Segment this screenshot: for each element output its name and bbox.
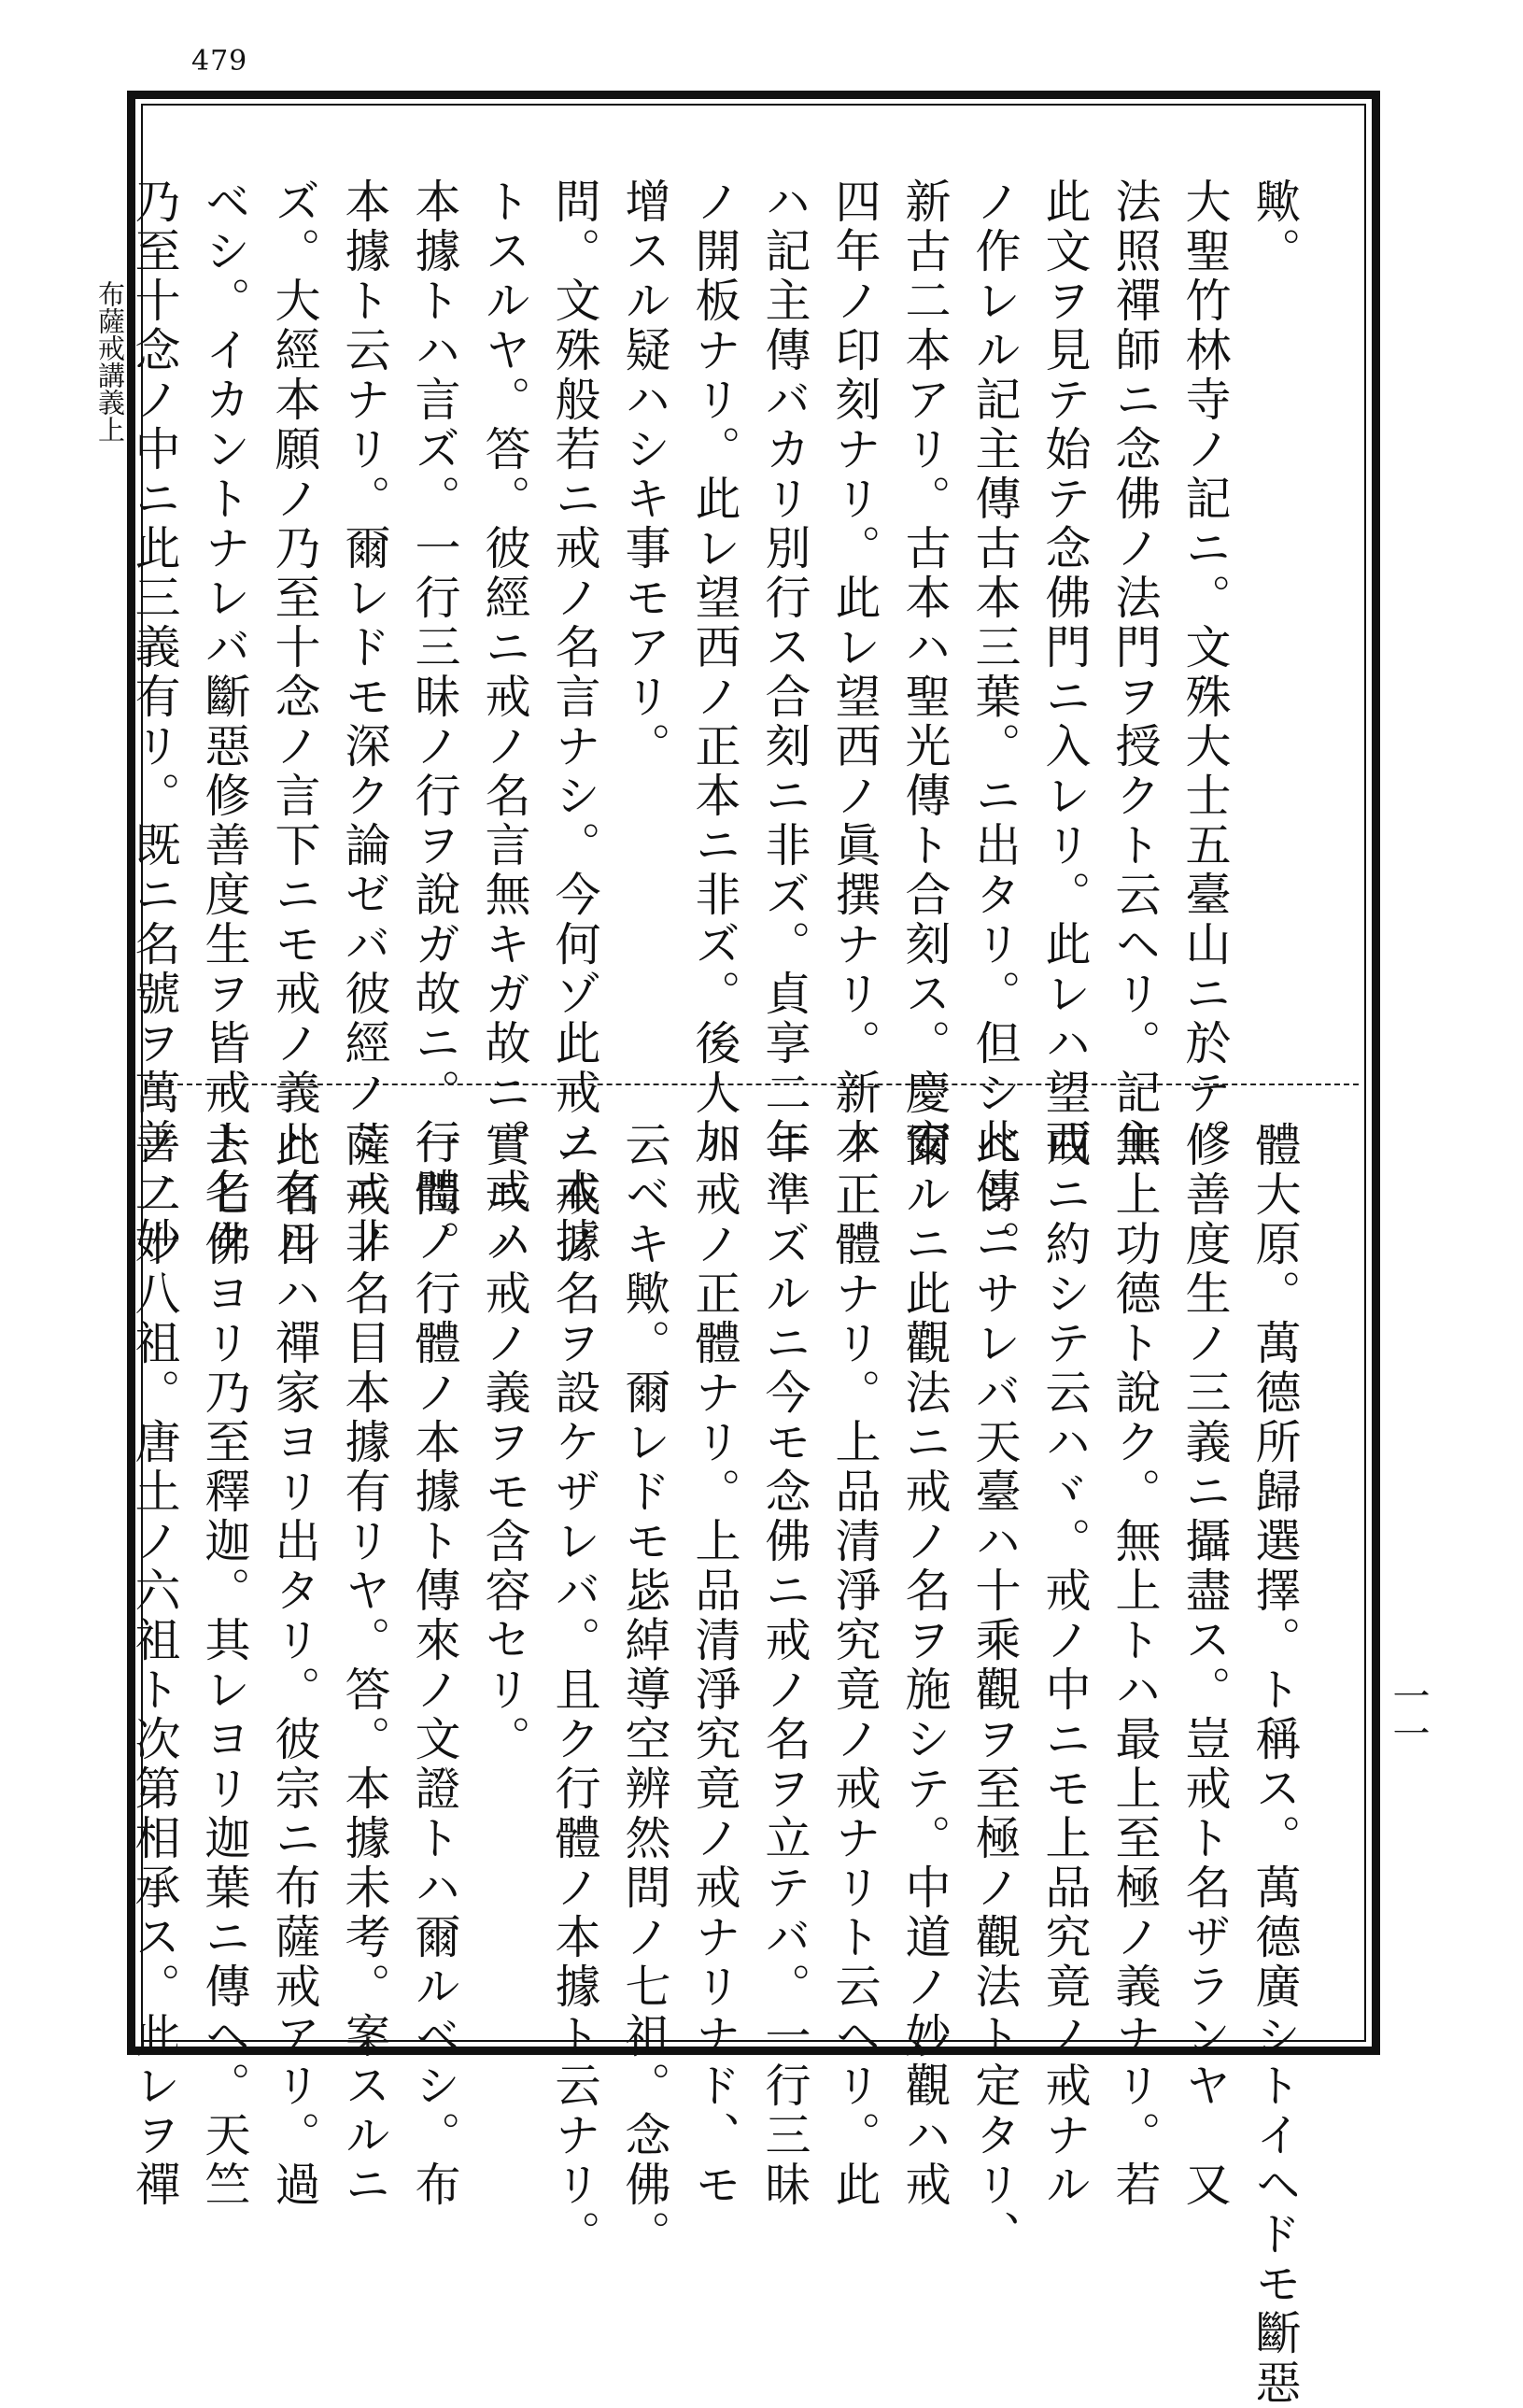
text-column: 云ベキ歟。爾レドモ毖綽導空辨然問ノ七祖。念佛。 — [618, 1121, 671, 2259]
text-column: 修善度生ノ三義ニ攝盡ス。豈戒ト名ザランヤ 又 — [1178, 1121, 1232, 2210]
text-column: 大聖竹林寺ノ記ニ。文殊大士五臺山ニ於テ。 — [1178, 177, 1232, 1168]
text-column: 爾ルニ此觀法ニ戒ノ名ヲ施シテ。中道ノ妙觀ハ戒 — [898, 1121, 952, 2210]
text-column: トスルヤ。答。彼經ニ戒ノ名言無キガ故ニ。戒ノ — [478, 177, 531, 1267]
text-column: ノ正體ナリ。上品清淨究竟ノ戒ナリト云ヘリ。此 — [828, 1121, 881, 2210]
text-column: 歟。 — [1248, 177, 1302, 276]
text-column: 此名目ハ禪家ヨリ出タリ。彼宗ニ布薩戒アリ。過 — [268, 1121, 321, 2210]
text-column: ベシ。イカントナレバ斷惡修善度生ヲ皆戒ト名ク — [198, 177, 251, 1267]
text-column: 實ニハ戒ノ義ヲモ含容セリ。 — [478, 1121, 531, 1764]
text-column: 增スル疑ハシキ事モアリ。 — [618, 177, 671, 772]
text-column: 無上功德ト說ク。無上トハ最上至極ノ義ナリ。若 — [1108, 1121, 1162, 2210]
text-column: ノ作レル記主傳古本三葉。ニ出タリ。但シ此傳ニ — [968, 177, 1022, 1267]
text-column: ニ戒ノ名ヲ設ケザレバ。且ク行體ノ本據ト云ナリ。 — [548, 1121, 601, 2259]
top-text-block — [128, 177, 1310, 1267]
text-column: 一問。行體ノ本據ト傳來ノ文證トハ爾ルベシ。布 — [408, 1121, 461, 2210]
text-column: ノ開板ナリ。此レ望西ノ正本ニ非ズ。後人加 — [688, 177, 741, 1168]
text-column: ニ準ズルニ今モ念佛ニ戒ノ名ヲ立テバ。一行三昧 — [758, 1121, 811, 2210]
spine-title: 布薩戒講義上 — [94, 280, 126, 443]
section-divider — [149, 1084, 1359, 1085]
text-column: ハ戒ノ正體ナリ。上品清淨究竟ノ戒ナリナド、モ — [688, 1121, 741, 2210]
text-column: ハ記主傳バカリ別行ス合刻ニ非ズ。貞享二年 — [758, 177, 811, 1168]
bottom-text-block — [128, 1121, 1310, 2408]
text-column: 法照禪師ニ念佛ノ法門ヲ授クト云ヘリ。記主 — [1108, 177, 1162, 1168]
folio-number: 一一 — [1387, 1677, 1430, 1751]
text-column: 本據ト云ナリ。爾レドモ深ク論ゼバ彼經ノミニ非 — [338, 177, 391, 1267]
page-number: 479 — [191, 45, 248, 78]
text-column: 薩戒ノ名目本據有リヤ。答。本據未考。案スルニ — [338, 1121, 391, 2210]
text-column: ベシ。サレバ天臺ハ十乘觀ヲ至極ノ觀法ト定タリ、 — [968, 1121, 1022, 2259]
text-column: 此文ヲ見テ始テ念佛門ニ入レリ。此レハ望西 — [1038, 177, 1092, 1168]
text-column: 新古二本アリ。古本ハ聖光傳ト合刻ス。慶安 — [898, 177, 952, 1168]
text-column: 本據トハ言ズ。一行三昧ノ行ヲ說ガ故ニ。行體ノ — [408, 177, 461, 1267]
text-column: 體大原。萬德所歸選擇。ト稱ス。萬德廣シトイヘドモ斷惡 — [1248, 1121, 1302, 2408]
text-column: ノ二十八祖。唐土ノ六祖ト次第相承ス。此レヲ禪 — [128, 1121, 181, 2210]
text-column: 去七佛ヨリ乃至釋迦。其レヨリ迦葉ニ傳ヘ。天竺 — [198, 1121, 251, 2210]
text-column: 四年ノ印刻ナリ。此レ望西ノ眞撰ナリ。新本 — [828, 177, 881, 1168]
text-column: 乃至十念ノ中ニ此三義有リ。既ニ名號ヲ萬善ノ妙 — [128, 177, 181, 1267]
text-column: 戒ニ約シテ云ハヾ。戒ノ中ニモ上品究竟ノ戒ナル — [1038, 1121, 1092, 2210]
text-column: ズ。大經本願ノ乃至十念ノ言下ニモ戒ノ義ハ有ル — [268, 177, 321, 1267]
text-column: 問。文殊般若ニ戒ノ名言ナシ。今何ゾ此戒ノ本據 — [548, 177, 601, 1267]
